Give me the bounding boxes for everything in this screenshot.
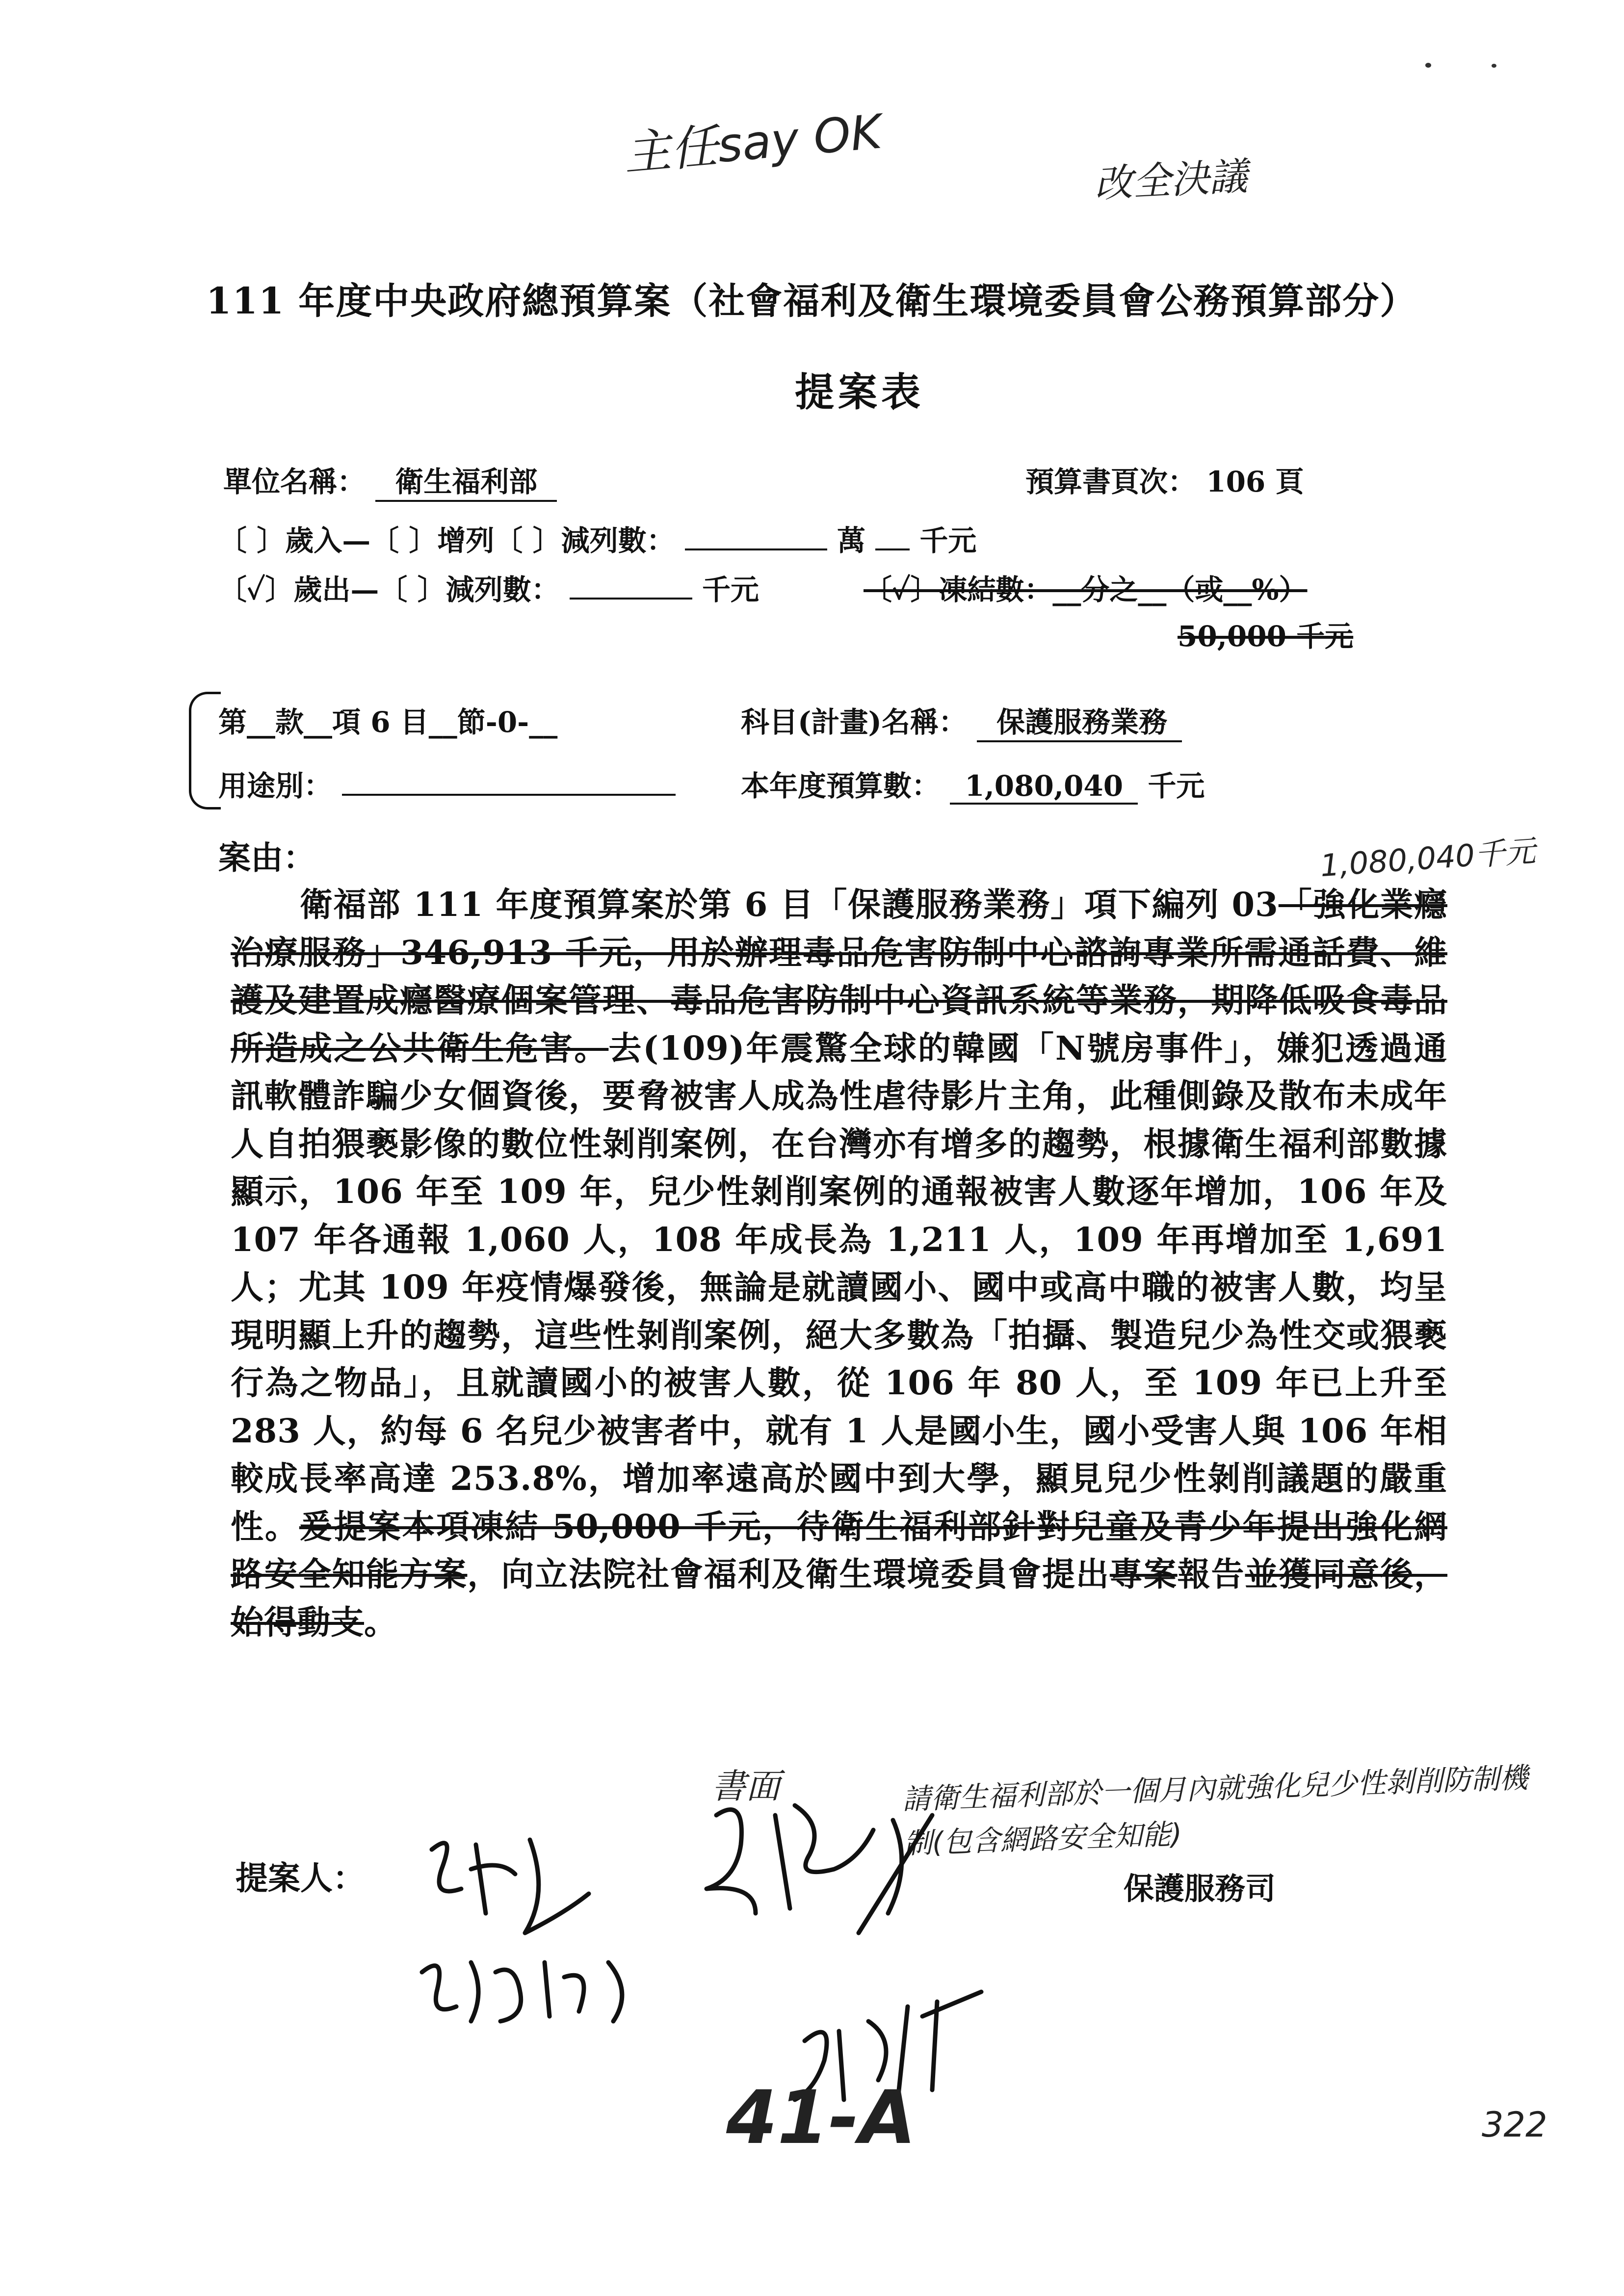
reason-body [231,881,1447,1646]
budget-value: 1,080,040 [950,769,1138,805]
scan-speck [1492,64,1496,68]
reason-part2: 去(109)年震驚全球的韓國「N號房事件」，嫌犯透過通訊軟體詐騙少女個資後，要脅被害人成為性虐待影片主角，此種側錄及散布未成年人自拍猥褻影像的數位性剝削案例，在台灣亦有增多的趨勢，根據衛生福利部數據顯示，106 年至 109 年，兒少性剝削案例的通報被害人數逐年增加，106 年及 107 年各通報 1,060 人，108 年成長為 1,211 人，109 年再增加至 1,691 人；尤其 109 年疫情爆發後，無論是就讀國小、國中或高中職的被害人數，均呈現明顯上升的趨勢，這些性剝削案例，絕大多數為「拍攝、製造兒少為性交或猥褻行為之物品」，且就讀國小的被害人數，從 106 年 80 人，至 109 年已上升至 283 人，約每 6 名兒少被害者中，就有 1 人是國小生，國小受害人與 106 年相較成長率高達 253.8%，增加率遠高於國中到大學，顯見兒少性剝削議題的嚴重性。 [231,1028,1448,1546]
department-stamp: 保護服務司 [1124,1871,1276,1906]
reason-end: 。 [364,1602,397,1642]
item-line: 第__款__項 6 目__節-0-__ [218,705,558,739]
purpose-label: 用途別： [218,769,333,803]
handwritten-insert-note: 書面 [711,1766,780,1806]
revenue-prefix: 〔 〕歲入—〔 〕增列〔 〕減列數： [218,524,675,557]
reason-part4: 報告 [1177,1555,1245,1593]
reason-label: 案由： [218,838,315,877]
page-ref-value: 106 頁 [1206,465,1304,498]
revenue-row [218,518,976,559]
handwritten-total-note: 1,080,040千元 [1319,833,1537,884]
handwritten-margin-note: 請衛生福利部於一個月內就強化兒少性剝削防制機制(包含網路安全知能) [901,1761,1529,1860]
purpose-row [218,763,676,804]
page-ref [1025,459,1304,500]
budget-label: 本年度預算數： [741,769,941,803]
document-subtitle: 提案表 [795,369,924,415]
reason-struck2: 爰提案本項凍結 50,000 千元，待衛生福利部針對兒童及青少年提出強化網路安全知能方案 [231,1507,1447,1593]
reason-struck1: 「強化業癮治療服務」346,913 千元，用於辦理毒品危害防制中心諮詢專業所需通話費、維護及建置成癮醫療個案管理、毒品危害防制中心資訊系統等業務，期降低吸食毒品所造成之公共衛生危害。 [231,885,1447,1068]
handwritten-approval-note: 主任say OK [621,104,884,182]
reason-part1: 衛福部 111 年度預算案於第 6 目「保護服務業務」項下編列 03 [299,885,1279,924]
item-brace [189,692,221,809]
budget-row [741,763,1205,805]
scan-speck [1425,63,1431,68]
expense-unit: 千元 [702,573,760,606]
expense-prefix: 〔✓〕歲出—〔 〕減列數： [218,573,560,606]
unit-row [223,459,557,502]
subject-value: 保護服務業務 [977,699,1182,742]
proposer-label: 提案人： [236,1859,365,1897]
reason-struck3: 專案 [1109,1555,1178,1593]
document-title: 111 年度中央政府總預算案（社會福利及衛生環境委員會公務預算部分） [206,280,1417,322]
page-ref-label: 預算書頁次： [1025,465,1197,498]
budget-unit: 千元 [1148,769,1205,803]
page-code: 41-A [726,2075,917,2161]
unit-label: 單位名稱： [223,465,366,498]
expense-row [218,567,759,608]
unit-value: 衛生福利部 [375,459,557,502]
reason-struck4: 並獲同意後，始得動支 [231,1555,1448,1642]
revenue-unit-wan: 萬 [837,524,866,557]
freeze-amount-struck: 50,000 千元 [1178,620,1354,653]
subject-label: 科目(計畫)名稱： [741,705,967,739]
subject-row [741,699,1182,742]
reason-part3: ，向立法院社會福利及衛生環境委員會提出 [467,1555,1110,1593]
page-number: 322 [1482,2105,1547,2145]
revenue-unit-qian: 千元 [919,524,977,557]
freeze-struck: 〔✓〕凍結數：__分之__（或__%） [864,573,1308,606]
handwritten-resolution-note: 改全決議 [1093,154,1249,207]
